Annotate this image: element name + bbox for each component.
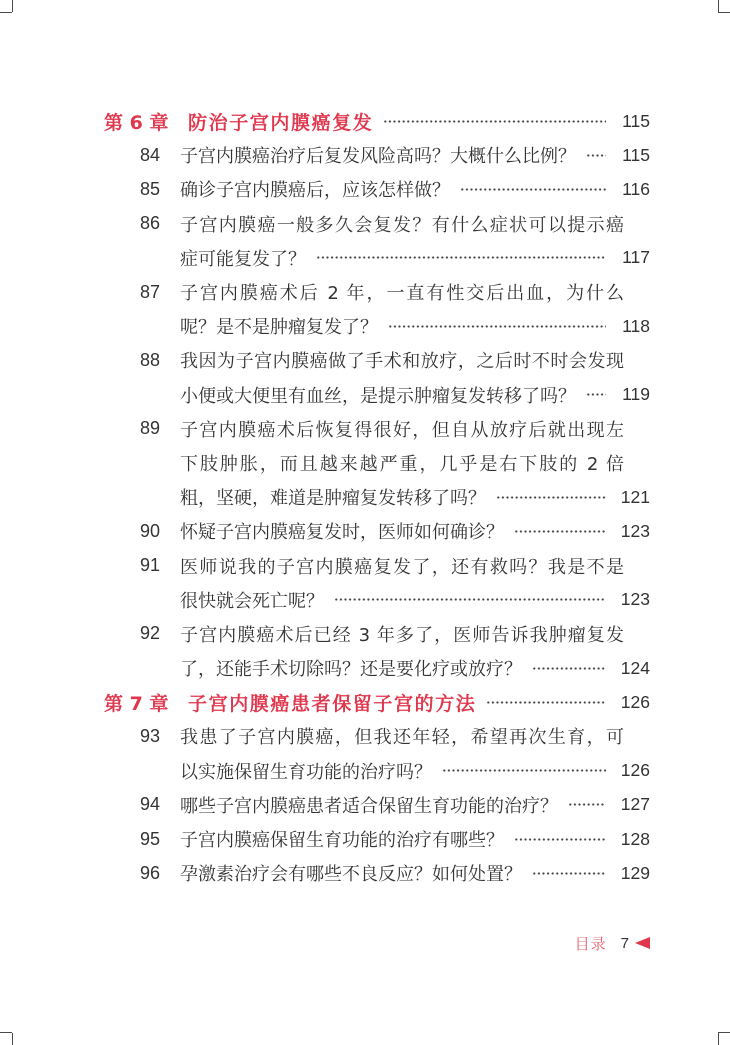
entry-title-line: 子宫内膜癌一般多久会复发？有什么症状可以提示癌	[180, 214, 624, 236]
toc-entry-line	[104, 412, 650, 446]
entry-number: 93	[139, 725, 160, 746]
dot-leader	[496, 496, 606, 499]
toc-entry	[104, 514, 650, 548]
toc-entry	[104, 617, 650, 685]
dot-leader	[568, 803, 606, 806]
page-footer	[575, 933, 650, 953]
toc-entry-line	[104, 754, 650, 788]
toc-entry-line	[104, 241, 650, 275]
toc-entry	[104, 343, 650, 411]
crop-mark-bottom-right-h	[718, 1032, 730, 1033]
footer-section-label: 目录	[574, 934, 607, 953]
chapter-label: 第 6 章	[104, 111, 169, 134]
toc-entry-line	[104, 207, 650, 241]
entry-page-number: 119	[622, 384, 650, 405]
entry-page-number: 116	[622, 178, 650, 199]
entry-number: 94	[139, 794, 160, 815]
entry-number: 96	[139, 862, 160, 883]
crop-mark-top-left-v	[12, 0, 13, 12]
crop-mark-top-right-h	[718, 12, 730, 13]
entry-title-line: 我患了子宫内膜癌，但我还年轻，希望再次生育，可	[180, 727, 624, 749]
entry-title-line: 很快就会死亡呢？	[180, 590, 324, 612]
dot-leader	[586, 154, 606, 157]
toc-entry-line	[104, 617, 650, 651]
toc-entry-line	[104, 651, 650, 685]
entry-number: 89	[139, 418, 160, 439]
entry-page-number: 121	[620, 486, 650, 507]
entry-title-line: 我因为子宫内膜癌做了手术和放疗，之后时不时会发现	[180, 351, 624, 373]
entry-title-line: 以实施保留生育功能的治疗吗？	[180, 761, 432, 783]
dot-leader	[514, 838, 606, 841]
toc-entry-line	[104, 343, 650, 377]
toc-entry-line	[104, 275, 650, 309]
dot-leader	[532, 872, 606, 875]
toc-entry-line	[104, 378, 650, 412]
toc-entry	[104, 275, 650, 343]
entry-page-number: 118	[622, 315, 650, 336]
crop-mark-top-right-v	[718, 0, 719, 12]
chapter-heading	[104, 104, 650, 138]
toc-entry-line	[104, 548, 650, 582]
chapter-title: 子宫内膜癌患者保留子宫的方法	[188, 692, 477, 715]
entry-title-line: 确诊子宫内膜癌后，应该怎样做？	[180, 180, 450, 202]
toc-entry	[104, 856, 650, 890]
entry-number: 87	[139, 281, 160, 302]
toc-entry	[104, 207, 650, 275]
footer-page-number: 7	[620, 934, 629, 952]
entry-page-number: 129	[620, 862, 650, 883]
entry-page-number: 123	[620, 520, 650, 541]
left-triangle-icon	[635, 937, 650, 949]
toc-entry-line	[104, 719, 650, 753]
chapter-heading	[104, 685, 650, 719]
entry-page-number: 127	[620, 794, 650, 815]
toc-entry	[104, 548, 650, 616]
toc-entry-line	[104, 309, 650, 343]
entry-title-line: 呢？是不是肿瘤复发了？	[180, 317, 378, 339]
entry-title-line: 子宫内膜癌治疗后复发风险高吗？大概什么比例？	[180, 146, 576, 168]
entry-title-line: 子宫内膜癌术后恢复得很好，但自从放疗后就出现左	[180, 419, 624, 441]
dot-leader	[316, 256, 606, 259]
entry-number: 92	[139, 623, 160, 644]
entry-title-line: 子宫内膜癌术后 2 年，一直有性交后出血，为什么	[180, 283, 624, 305]
toc-entry	[104, 719, 650, 787]
dot-leader	[532, 667, 606, 670]
chapter-label: 第 7 章	[104, 692, 169, 715]
entry-page-number: 117	[622, 247, 650, 268]
entry-page-number: 124	[620, 657, 650, 678]
toc-entry-line	[104, 446, 650, 480]
entry-number: 85	[139, 178, 160, 199]
toc-entry	[104, 138, 650, 172]
entry-title-line: 怀疑子宫内膜癌复发时，医师如何确诊？	[180, 522, 504, 544]
entry-page-number: 115	[622, 144, 650, 165]
dot-leader	[334, 598, 606, 601]
dot-leader	[586, 393, 606, 396]
entry-title-line: 症可能复发了？	[180, 248, 306, 270]
entry-title-line: 孕激素治疗会有哪些不良反应？如何处置？	[180, 864, 522, 886]
toc-entry	[104, 788, 650, 822]
entry-title-line: 子宫内膜癌保留生育功能的治疗有哪些？	[180, 830, 504, 852]
entry-number: 95	[139, 828, 160, 849]
dot-leader	[514, 530, 606, 533]
table-of-contents	[104, 104, 650, 890]
entry-number: 90	[139, 520, 160, 541]
dot-leader	[442, 769, 606, 772]
toc-entry	[104, 822, 650, 856]
toc-entry-line	[104, 480, 650, 514]
entry-number: 91	[139, 555, 160, 576]
crop-mark-bottom-left-h	[0, 1032, 12, 1033]
entry-title-line: 了，还能手术切除吗？还是要化疗或放疗？	[180, 659, 522, 681]
entry-page-number: 123	[620, 589, 650, 610]
chapter-page-number: 115	[622, 110, 650, 131]
entry-title-line: 哪些子宫内膜癌患者适合保留生育功能的治疗？	[180, 795, 558, 817]
crop-mark-bottom-left-v	[12, 1033, 13, 1045]
crop-mark-top-left-h	[0, 12, 12, 13]
dot-leader	[486, 701, 606, 704]
crop-mark-bottom-right-v	[718, 1033, 719, 1045]
toc-entry-line	[104, 583, 650, 617]
entry-title-line: 医师说我的子宫内膜癌复发了，还有救吗？我是不是	[180, 556, 624, 578]
entry-title-line: 子宫内膜癌术后已经 3 年多了，医师告诉我肿瘤复发	[180, 624, 624, 646]
entry-title-line: 粗，坚硬，难道是肿瘤复发转移了吗？	[180, 488, 486, 510]
dot-leader	[460, 188, 606, 191]
toc-entry	[104, 172, 650, 206]
chapter-page-number: 126	[620, 691, 650, 712]
chapter-title: 防治子宫内膜癌复发	[188, 111, 374, 134]
entry-number: 88	[139, 349, 160, 370]
entry-title-line: 下肢肿胀，而且越来越严重，几乎是右下肢的 2 倍	[180, 453, 624, 475]
dot-leader	[388, 325, 606, 328]
entry-title-line: 小便或大便里有血丝，是提示肿瘤复发转移了吗？	[180, 385, 576, 407]
entry-number: 84	[139, 144, 160, 165]
toc-entry	[104, 412, 650, 515]
entry-page-number: 128	[620, 828, 650, 849]
entry-number: 86	[139, 213, 160, 234]
dot-leader	[383, 120, 606, 123]
entry-page-number: 126	[620, 760, 650, 781]
